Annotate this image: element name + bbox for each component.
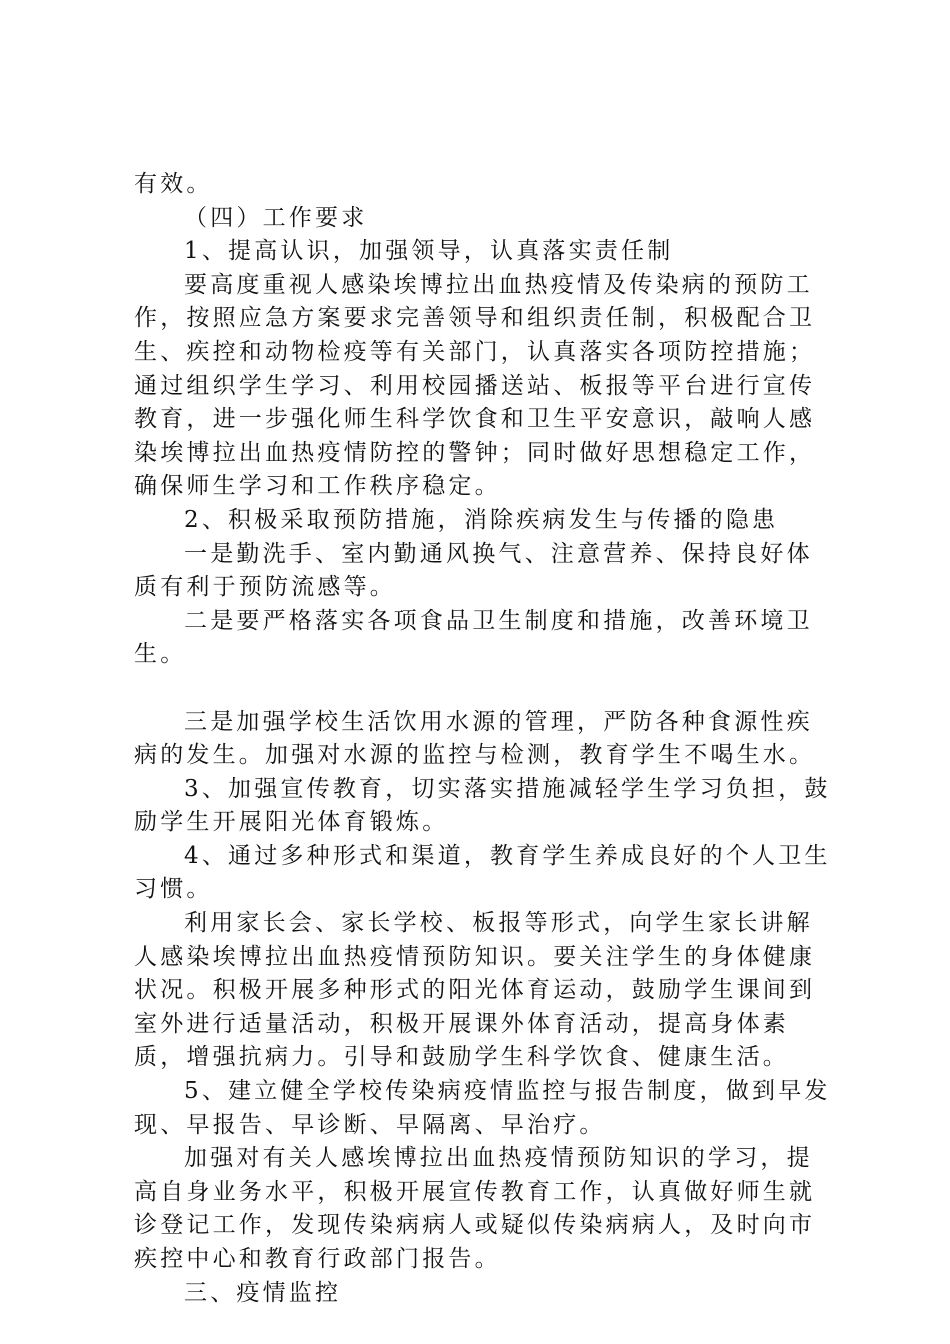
item-heading-5: 5、建立健全学校传染病疫情监控与报告制度，做到早发现、早报告、早诊断、早隔离、早治疗。	[134, 1078, 831, 1138]
paragraph-body: 加强对有关人感埃博拉出血热疫情预防知识的学习，提高自身业务水平，积极开展宣传教育工作，认真做好师生就诊登记工作，发现传染病病人或疑似传染病病人，及时向市疾控中心和教育行政部门报告。	[134, 1145, 816, 1272]
paragraph-continuation: 有效。	[134, 171, 213, 197]
item-heading-1: 1、提高认识，加强领导，认真落实责任制	[184, 238, 674, 265]
item-heading-2: 2、积极采取预防措施，消除疾病发生与传播的隐患	[184, 506, 779, 533]
section-heading-epidemic-monitoring: 三、疫情监控	[184, 1279, 342, 1306]
paragraph-body: 要高度重视人感染埃博拉出血热疫情及传染病的预防工作，按照应急方案要求完善领导和组织责任制，积极配合卫生、疾控和动物检疫等有关部门，认真落实各项防控措施；通过组织学生学习、利用校园播送站、板报等平台进行宣传教育，进一步强化师生科学饮食和卫生平安意识，敲响人感染埃博拉出血热疫情防控的警钟；同时做好思想稳定工作，确保师生学习和工作秩序稳定。	[134, 271, 816, 500]
paragraph-body: 利用家长会、家长学校、板报等形式，向学生家长讲解人感染埃博拉出血热疫情预防知识。要关注学生的身体健康状况。积极开展多种形式的阳光体育运动，鼓励学生课间到室外进行适量活动，积极开展课外体育活动，提高身体素质，增强抗病力。引导和鼓励学生科学饮食、健康生活。	[134, 910, 816, 1071]
item-heading-3: 3、加强宣传教育，切实落实措施减轻学生学习负担，鼓励学生开展阳光体育锻炼。	[134, 775, 831, 836]
paragraph-body: 三是加强学校生活饮用水源的管理，严防各种食源性疾病的发生。加强对水源的监控与检测，教育学生不喝生水。	[134, 708, 816, 769]
item-heading-4: 4、通过多种形式和渠道，教育学生养成良好的个人卫生习惯。	[134, 842, 831, 903]
paragraph-body: 一是勤洗手、室内勤通风换气、注意营养、保持良好体质有利于预防流感等。	[134, 540, 813, 601]
document-body	[134, 168, 834, 1310]
section-heading-work-requirements: （四）工作要求	[184, 204, 368, 231]
paragraph-body: 二是要严格落实各项食品卫生制度和措施，改善环境卫生。	[134, 607, 813, 668]
